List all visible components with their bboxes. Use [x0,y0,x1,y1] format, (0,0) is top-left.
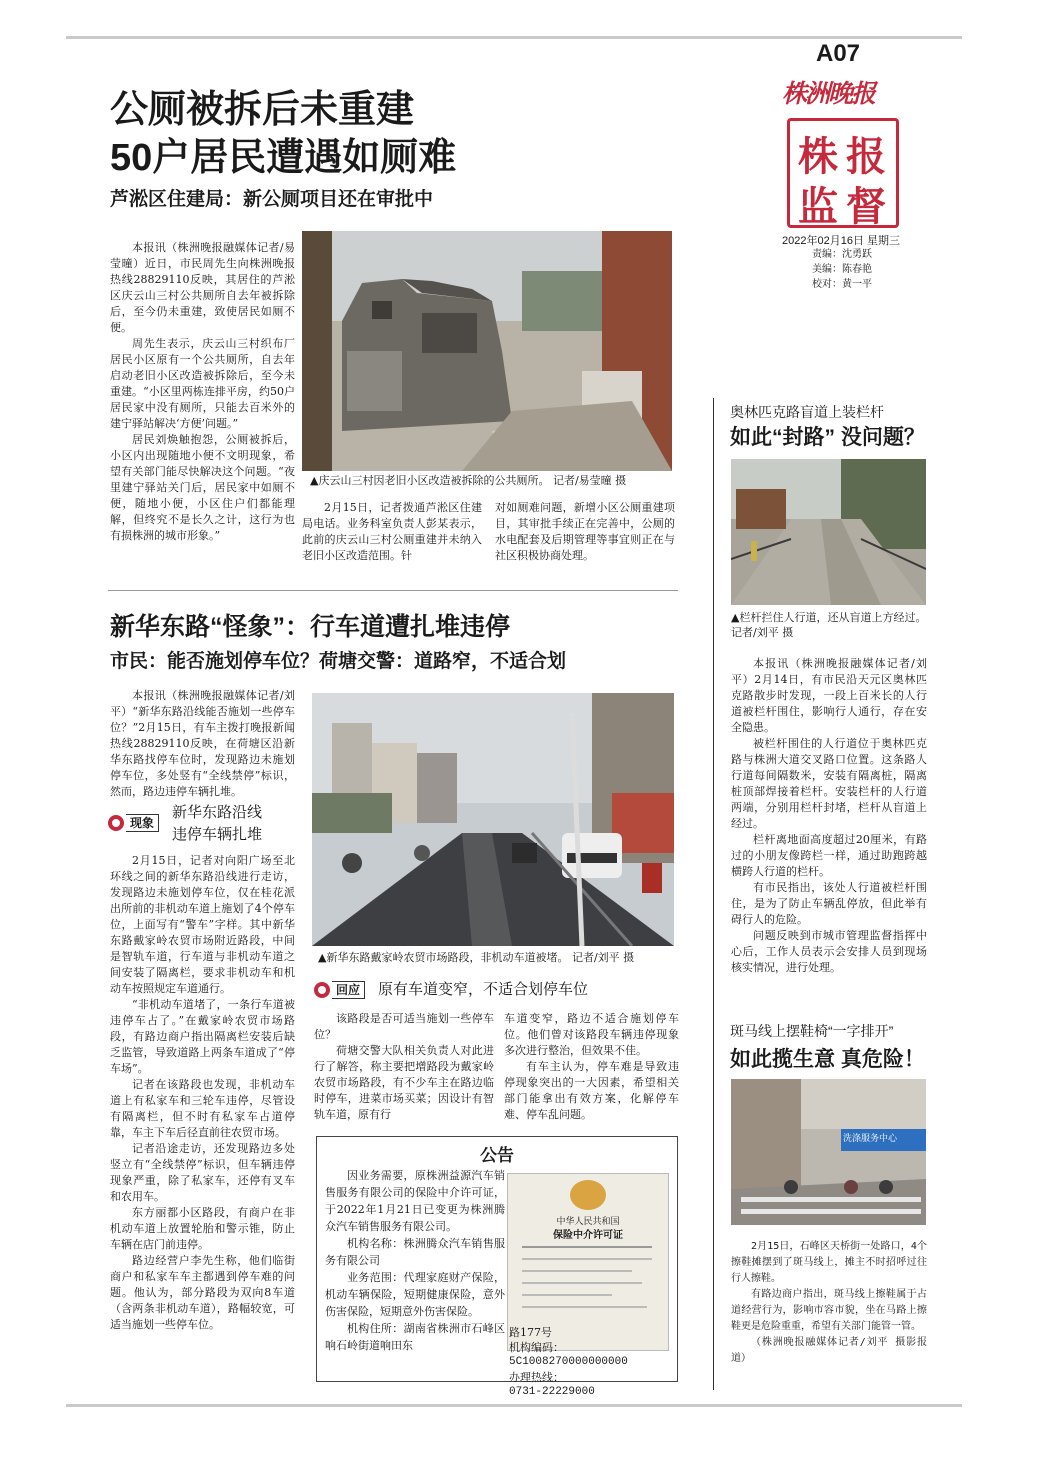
story2-photo-caption: ▲新华东路戴家岭农贸市场路段，非机动车道被堵。 记者/刘平 摄 [318,951,635,964]
license-image: 中华人民共和国 保险中介许可证 [507,1173,669,1351]
response-heading: 原有车道变窄，不适合划停车位 [378,981,589,998]
masthead-logo: 株洲晚报 [782,79,875,108]
side1-photo-caption: ▲栏杆拦住人行道，还从盲道上方经过。 记者/刘平 摄 [731,611,927,639]
notice-box [316,1136,678,1398]
side1-photo [731,459,926,605]
story2-photo [312,693,674,946]
story1-subtitle: 芦淞区住建局：新公厕项目还在审批中 [110,189,434,210]
story1-photo [302,231,672,471]
side1-title: 如此“封路” 没问题？ [730,426,925,449]
story2-subtitle: 市民：能否施划停车位？荷塘交警：道路窄，不适合划 [110,651,567,672]
notice-contact: 路177号 机构编码： 5C1008270000000000 办理热线： 0731-22229000 [509,1326,628,1398]
side2-body: 2月15日，石峰区天桥街一处路口，4个擦鞋摊摆到了斑马线上，摊主不时招呼过往行人擦鞋。 有路边商户指出，斑马线上擦鞋属于占道经营行为，影响市容市貌，坐在马路上擦鞋更是危险重重，希望有关部门能管一管。 （株洲晚报融媒体记者/刘平 摄影报道） [731,1241,927,1364]
side1-kicker: 奥林匹克路盲道上装栏杆 [730,404,884,420]
story1-column-3: 对如厕难问题，新增小区公厕重建项目，其审批手续正在完善中，公厕的水电配套及后期管理等事宜则正在与社区积极协商处理。 [495,501,675,562]
story1-column-1: 本报讯（株洲晚报融媒体记者/易莹曈）近日，市民周先生向株洲晚报热线28829110反映，其居住的芦淞区庆云山三村公共厕所自去年被拆除后，至今仍未重建，致使居民如厕不便。 周先生表示，庆云山三村织布厂居民小区原有一个公共厕所，自去年启动老旧小区改造被拆除后，至今未重建。“小区里两栋连排平房，约50户居民家中没有厕所，只能去百米外的建宁驿站解决‘方便’问题。” 居民刘焕触抱怨，公厕被拆后，小区内出现随地小便不文明现象，希望有关部门能尽快解决这个问题。“夜里建宁驿站关门后，居民家中如厕不便，随地小便，小区住户们都能理解，但终究不是长久之计，这行为也有损株洲的城市形象。” [110,241,295,542]
credits: 责编：沈勇跃 美编：陈春艳 校对：黄一平 [812,249,872,290]
story2-column-3: 车道变窄，路边不适合施划停车位。他们曾对该路段车辆违停现象多次进行整治，但效果不佳。 有车主认为，停车难是导致违停现象突出的一大因素，希望相关部门能拿出有效方案，化解停车难、停车乱问题。 [504,1012,679,1121]
story1-title-line2: 50户居民遭遇如厕难 [110,137,457,179]
story2-column-1: 2月15日，记者对向阳广场至北环线之间的新华东路沿线进行走访，发现路边未施划停车位，仅在桂花派出所前的非机动车道上施划了4个停车位，上面写有“警车”字样。其中新华东路戴家岭农贸市场附近路段，中间是智轨车道，行车道与非机动车道之间安装了隔离栏，要求非机动车和机动车按照规定车道通行。 “非机动车道堵了，一条行车道被违停车占了。”在戴家岭农贸市场路段，有路边商户指出隔离栏安装后缺乏监管，导致道路上两条车道成了“停车场”。 记者在该路段也发现，非机动车道上有私家车和三轮车违停，尽管设有隔离栏，但不时有私家车占道停靠，车主下车后径直前往农贸市场。 记者沿途走访，还发现路边多处竖立有“全线禁停”标识，但车辆违停现象严重，除了私家车，还停有叉车和农用车。 东方丽都小区路段，有商户在非机动车道上放置轮胎和警示锥，防止车辆在店门前违停。 路边经营户李先生称，他们临街商户和私家车车主都遇到停车难的问题。他认为，部分路段为双向8车道（含两条非机动车道），路幅较宽，可适当施划一些停车位。 [110,854,295,1331]
story2-title: 新华东路“怪象”：行车道遭扎堆违停 [110,613,511,641]
story1-column-2: 2月15日，记者拨通芦淞区住建局电话。业务科室负责人彭某表示，此前的庆云山三村公厕重建并未纳入老旧小区改造范围。针 [302,501,482,562]
side2-photo [731,1079,926,1225]
side2-kicker: 斑马线上摆鞋椅“一字排开” [730,1023,894,1039]
page-number: A07 [816,40,861,67]
issue-date: 2022年02月16日 星期三 [782,235,900,247]
phenomenon-tag: 现象 [108,812,159,832]
story2-lead: 本报讯（株洲晚报融媒体记者/刘平）“新华东路沿线能否施划一些停车位？”2月15日，有车主拨打晚报新闻热线28829110反映，在荷塘区沿新华东路找停车位时，发现路边未施划停车位，多处竖有“全线禁停”标识，然而，路边违停车辆扎堆。 [110,689,295,798]
story2-column-2: 该路段是否可适当施划一些停车位？ 荷塘交警大队相关负责人对此进行了解答，称主要把增路段为戴家岭农贸市场路段，有不少车主在路边临时停车，进菜市场买菜；因设计有智轨车道，原有行 [314,1012,494,1121]
notice-body: 因业务需要，原株洲益源汽车销售服务有限公司的保险中介许可证，于2022年1月21日已变更为株洲腾众汽车销售服务有限公司。 机构名称：株洲腾众汽车销售服务有限公司 业务范围：代理家庭财产保险，机动车辆保险，短期健康保险，意外伤害保险，短期意外伤害保险。 机构住所：湖南省株洲市石峰区响石岭街道响田东 [325,1169,505,1352]
story1-title-line1: 公厕被拆后未重建 [110,89,415,131]
side2-title: 如此揽生意 真危险！ [730,1048,925,1071]
shop-sign: 洗涤服务中心 [843,1133,898,1143]
story1-photo-caption: ▲庆云山三村因老旧小区改造被拆除的公共厕所。 记者/易莹曈 摄 [310,474,627,487]
supervision-seal: 株 报 监 督 [787,118,899,228]
phenomenon-heading: 新华东路沿线 违停车辆扎堆 [172,804,263,843]
emblem-icon [570,1180,606,1210]
side1-body: 本报讯（株洲晚报融媒体记者/刘平）2月14日，有市民沿天元区奥林匹克路散步时发现，一段上百米长的人行道被栏杆围住，影响行人通行，存在安全隐患。 被栏杆围住的人行道位于奥林匹克路与株洲大道交叉路口位置。这条路人行道每间隔数米，安装有隔离桩，隔离桩顶部焊接着栏杆。安装栏杆的人行道两端，分别用栏杆封堵，栏杆从盲道上经过。 栏杆离地面高度超过20厘米，有路过的小朋友像跨栏一样，通过助跑跨越横跨人行道的栏杆。 有市民指出，该处人行道被栏杆围住，是为了防止车辆乱停放，但此举有碍行人的危险。 问题反映到市城市管理监督指挥中心后，工作人员表示会安排人员到现场核实情况，进行处理。 [731,657,927,974]
response-tag: 回应 [314,979,365,999]
notice-title: 公告 [480,1146,514,1165]
